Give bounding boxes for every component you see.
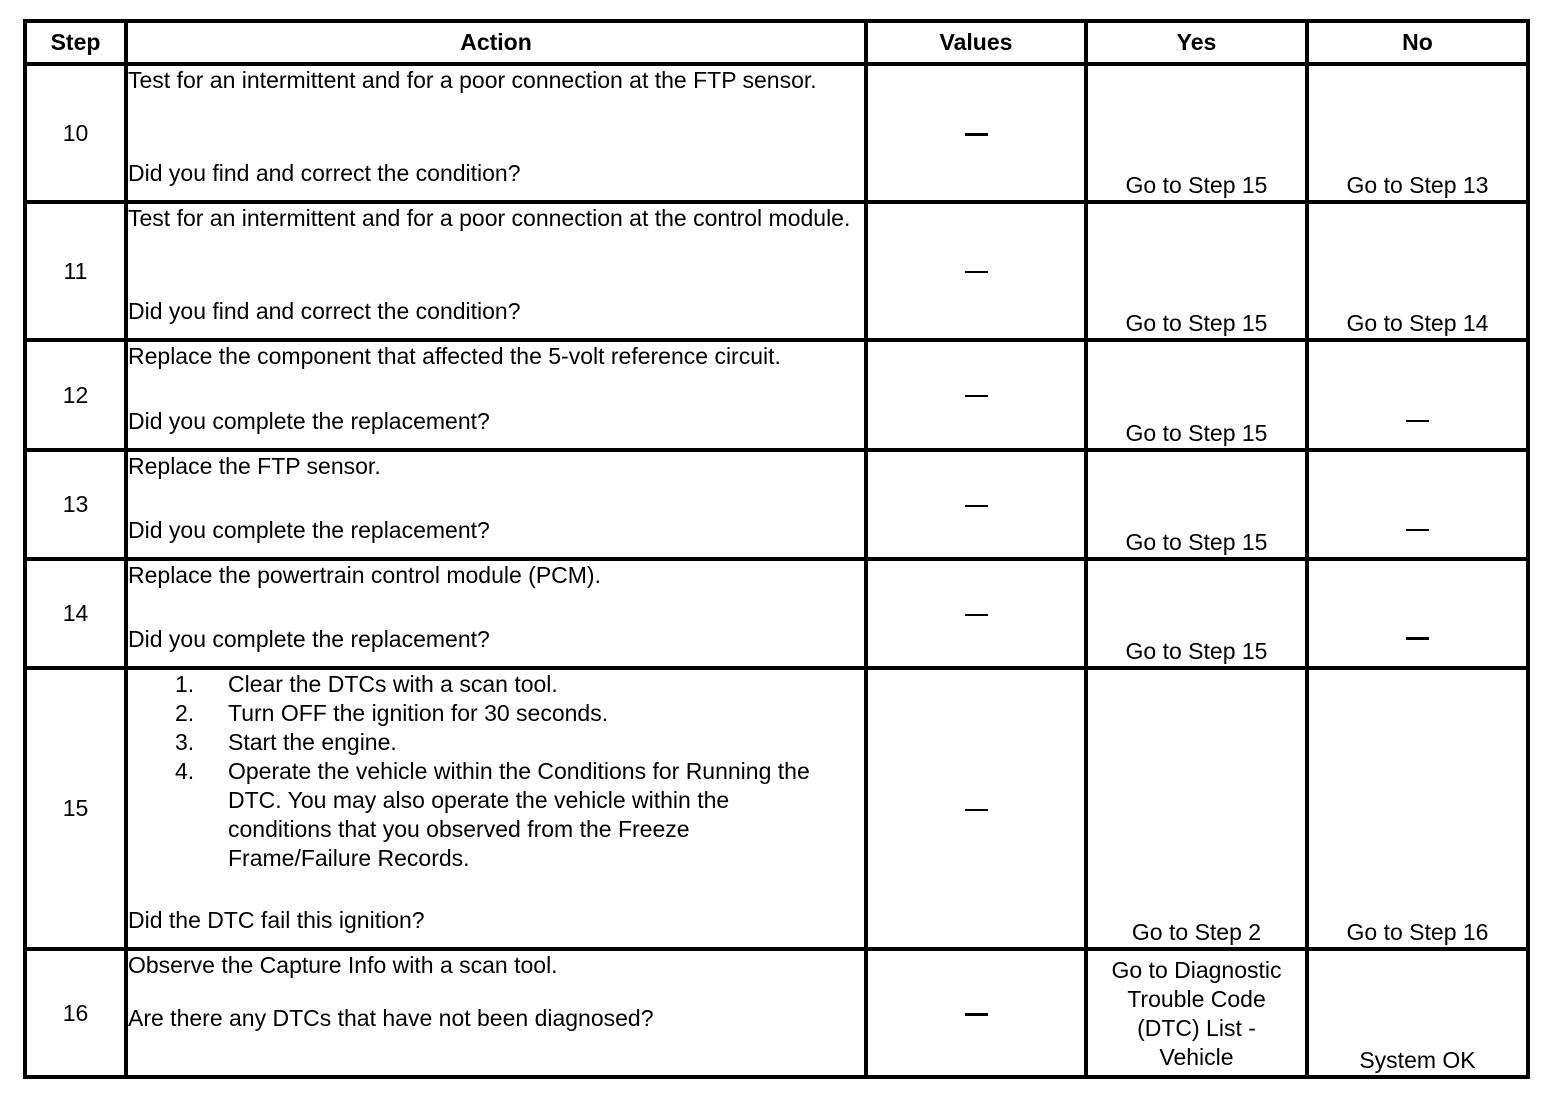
step-number: 13 bbox=[25, 450, 126, 559]
header-no: No bbox=[1307, 21, 1528, 64]
step-number: 10 bbox=[25, 64, 126, 202]
procedure-item bbox=[128, 728, 864, 757]
header-row bbox=[25, 21, 1528, 64]
table-row bbox=[25, 340, 1528, 450]
no-outcome: Go to Step 13 bbox=[1307, 64, 1528, 202]
table-row bbox=[25, 668, 1528, 949]
dash-mark bbox=[965, 271, 988, 273]
no-outcome: System OK bbox=[1307, 949, 1528, 1077]
table-row bbox=[25, 949, 1528, 1077]
action-text: Test for an intermittent and for a poor connection at the FTP sensor. bbox=[128, 67, 817, 93]
procedure-number: 4. bbox=[175, 758, 195, 784]
header-values: Values bbox=[866, 21, 1086, 64]
no-outcome bbox=[1307, 559, 1528, 668]
action-text: Replace the FTP sensor. bbox=[128, 453, 381, 479]
values-cell bbox=[866, 202, 1086, 340]
no-outcome: Go to Step 14 bbox=[1307, 202, 1528, 340]
dash-mark bbox=[965, 809, 988, 811]
table-row bbox=[25, 64, 1528, 202]
action-question: Did the DTC fail this ignition? bbox=[128, 907, 425, 933]
action-question: Did you find and correct the condition? bbox=[128, 160, 521, 186]
step-number: 15 bbox=[25, 668, 126, 949]
dash-mark bbox=[965, 505, 988, 507]
yes-outcome: Go to Step 15 bbox=[1086, 450, 1307, 559]
yes-outcome: Go to Step 15 bbox=[1086, 340, 1307, 450]
procedure-text: Start the engine. bbox=[228, 729, 397, 755]
values-cell bbox=[866, 450, 1086, 559]
procedure-text: Operate the vehicle within the Conditions for Running the DTC. You may also operate the vehicle within the conditions that you observed from the Freeze Frame/Failure Records. bbox=[228, 758, 810, 871]
table-row bbox=[25, 450, 1528, 559]
values-cell bbox=[866, 340, 1086, 450]
procedure-text: Turn OFF the ignition for 30 seconds. bbox=[228, 700, 609, 726]
action-question: Did you complete the replacement? bbox=[128, 626, 490, 652]
yes-outcome: Go to Diagnostic Trouble Code (DTC) List - Vehicle bbox=[1086, 949, 1307, 1077]
header-action: Action bbox=[126, 21, 866, 64]
dash-mark bbox=[1406, 529, 1429, 531]
dash-mark bbox=[1406, 420, 1429, 422]
values-cell bbox=[866, 949, 1086, 1077]
action-cell bbox=[126, 340, 866, 450]
procedure-item bbox=[128, 670, 864, 699]
action-cell bbox=[126, 668, 866, 949]
dash-mark bbox=[1406, 637, 1429, 640]
yes-outcome: Go to Step 15 bbox=[1086, 559, 1307, 668]
action-text: Replace the powertrain control module (PCM). bbox=[128, 562, 601, 588]
procedure-item bbox=[128, 757, 864, 873]
action-cell bbox=[126, 64, 866, 202]
table-row bbox=[25, 202, 1528, 340]
values-cell bbox=[866, 559, 1086, 668]
dash-mark bbox=[965, 133, 988, 136]
header-yes: Yes bbox=[1086, 21, 1307, 64]
procedure-text: Clear the DTCs with a scan tool. bbox=[228, 671, 558, 697]
yes-outcome: Go to Step 2 bbox=[1086, 668, 1307, 949]
yes-outcome: Go to Step 15 bbox=[1086, 202, 1307, 340]
diagnostic-table bbox=[23, 19, 1530, 1079]
procedure-number: 2. bbox=[175, 700, 195, 726]
action-text: Observe the Capture Info with a scan tool. bbox=[128, 952, 558, 978]
action-question: Did you find and correct the condition? bbox=[128, 298, 521, 324]
procedure-list bbox=[128, 670, 864, 873]
procedure-item bbox=[128, 699, 864, 728]
step-number: 16 bbox=[25, 949, 126, 1077]
values-cell bbox=[866, 64, 1086, 202]
action-question: Are there any DTCs that have not been diagnosed? bbox=[128, 1005, 654, 1031]
dash-mark bbox=[965, 1013, 988, 1016]
no-outcome bbox=[1307, 450, 1528, 559]
procedure-number: 3. bbox=[175, 729, 195, 755]
header-step: Step bbox=[25, 21, 126, 64]
action-cell bbox=[126, 450, 866, 559]
dash-mark bbox=[965, 395, 988, 397]
action-question: Did you complete the replacement? bbox=[128, 408, 490, 434]
action-cell bbox=[126, 949, 866, 1077]
action-text: Replace the component that affected the 5-volt reference circuit. bbox=[128, 343, 781, 369]
values-cell bbox=[866, 668, 1086, 949]
no-outcome bbox=[1307, 340, 1528, 450]
step-number: 12 bbox=[25, 340, 126, 450]
no-outcome: Go to Step 16 bbox=[1307, 668, 1528, 949]
yes-outcome: Go to Step 15 bbox=[1086, 64, 1307, 202]
action-question: Did you complete the replacement? bbox=[128, 517, 490, 543]
dash-mark bbox=[965, 614, 988, 616]
step-number: 14 bbox=[25, 559, 126, 668]
table-row bbox=[25, 559, 1528, 668]
step-number: 11 bbox=[25, 202, 126, 340]
action-text: Test for an intermittent and for a poor connection at the control module. bbox=[128, 205, 851, 231]
action-cell bbox=[126, 559, 866, 668]
procedure-number: 1. bbox=[175, 671, 195, 697]
action-cell bbox=[126, 202, 866, 340]
